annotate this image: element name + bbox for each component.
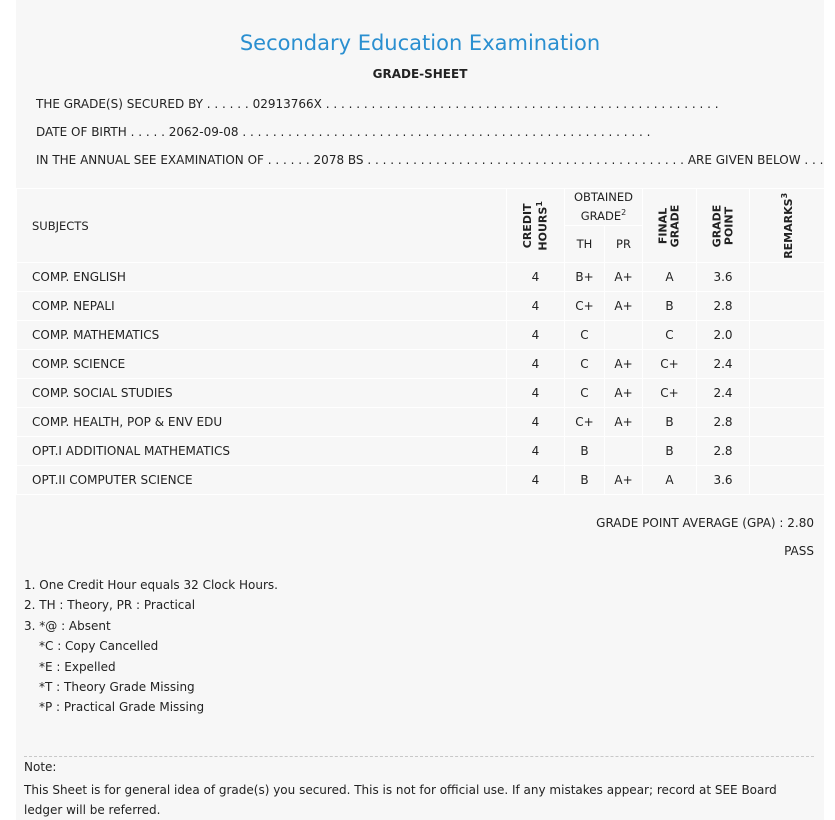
header-credit-hours: CREDIT HOURS$^1$ [507, 189, 565, 263]
credit-cell: 4 [507, 350, 565, 379]
grade-point-cell: 3.6 [697, 263, 750, 292]
page-title: Secondary Education Examination [239, 31, 601, 55]
header-final-grade: FINAL GRADE [643, 189, 697, 263]
table-row [17, 292, 825, 321]
header-grade-point: GRADE POINT [697, 189, 750, 263]
gpa-text: GRADE POINT AVERAGE (GPA) : 2.80 [596, 516, 814, 530]
final-grade-cell: B [643, 437, 697, 466]
grade-point-cell: 2.8 [697, 437, 750, 466]
page-subtitle: GRADE-SHEET [372, 67, 468, 81]
th-grade-cell: C [565, 379, 605, 408]
credit-cell: 4 [507, 321, 565, 350]
final-grade-cell: B [643, 408, 697, 437]
grade-sheet [16, 0, 824, 820]
subject-cell: OPT.II COMPUTER SCIENCE [17, 466, 507, 495]
dob-value: 2062-09-08 [168, 125, 239, 139]
header-th: TH [565, 226, 605, 263]
credit-cell: 4 [507, 408, 565, 437]
remarks-cell [750, 263, 825, 292]
final-grade-cell: A [643, 263, 697, 292]
remarks-cell [750, 321, 825, 350]
remarks-cell [750, 466, 825, 495]
th-grade-cell: C [565, 321, 605, 350]
remarks-cell [750, 292, 825, 321]
remarks-cell [750, 350, 825, 379]
final-grade-cell: C [643, 321, 697, 350]
info-line-exam [36, 153, 823, 167]
th-grade-cell: C+ [565, 408, 605, 437]
credit-cell: 4 [507, 379, 565, 408]
grade-point-cell: 2.8 [697, 292, 750, 321]
grade-point-cell: 2.8 [697, 408, 750, 437]
subject-cell: OPT.I ADDITIONAL MATHEMATICS [17, 437, 507, 466]
pr-grade-cell: A+ [605, 379, 643, 408]
credit-cell: 4 [507, 292, 565, 321]
subject-cell: COMP. NEPALI [17, 292, 507, 321]
pr-grade-cell: A+ [605, 263, 643, 292]
exam-label: IN THE ANNUAL SEE EXAMINATION OF . . . . . . [36, 153, 310, 167]
credit-cell: 4 [507, 437, 565, 466]
subject-cell: COMP. HEALTH, POP & ENV EDU [17, 408, 507, 437]
th-grade-cell: B+ [565, 263, 605, 292]
table-row [17, 321, 825, 350]
symbol-number: 02913766X [252, 97, 322, 111]
dob-label: DATE OF BIRTH . . . . . [36, 125, 165, 139]
dob-dots: . . . . . . . . . . . . . . . . . . . . . . . . . . . . . . . . . . . . . . . . . . . . . . . . . . . . . . [242, 125, 651, 139]
credit-cell: 4 [507, 263, 565, 292]
table-row [17, 408, 825, 437]
final-grade-cell: C+ [643, 350, 697, 379]
table-row [17, 263, 825, 292]
footnote: *T : Theory Grade Missing [39, 680, 195, 695]
credit-cell: 4 [507, 466, 565, 495]
secured-by-dots: . . . . . . . . . . . . . . . . . . . . . . . . . . . . . . . . . . . . . . . . . . . . . . . . . . . . [325, 97, 719, 111]
footnotes [24, 575, 278, 718]
header-pr: PR [605, 226, 643, 263]
remarks-cell [750, 408, 825, 437]
footnote: *C : Copy Cancelled [39, 639, 159, 654]
table-row [17, 379, 825, 408]
footnote: 3. *@ : Absent [24, 618, 111, 633]
subject-cell: COMP. SCIENCE [17, 350, 507, 379]
info-line-dob [36, 125, 651, 139]
grade-point-cell: 2.4 [697, 350, 750, 379]
result-text: PASS [784, 544, 814, 558]
footnote: 2. TH : Theory, PR : Practical [24, 598, 196, 613]
th-grade-cell: B [565, 466, 605, 495]
subject-cell: COMP. SOCIAL STUDIES [17, 379, 507, 408]
table-row [17, 350, 825, 379]
remarks-cell [750, 437, 825, 466]
final-grade-cell: B [643, 292, 697, 321]
th-grade-cell: C+ [565, 292, 605, 321]
footnote: 1. One Credit Hour equals 32 Clock Hours. [24, 578, 278, 592]
pr-grade-cell: A+ [605, 292, 643, 321]
header-subjects: SUBJECTS [17, 189, 507, 263]
grade-point-cell: 2.0 [697, 321, 750, 350]
header-remarks: REMARKS$^3$ [750, 189, 825, 263]
final-grade-cell: A [643, 466, 697, 495]
pr-grade-cell [605, 437, 643, 466]
footnote: *P : Practical Grade Missing [39, 700, 205, 715]
subject-cell: COMP. MATHEMATICS [17, 321, 507, 350]
pr-grade-cell: A+ [605, 350, 643, 379]
exam-year: 2078 BS [313, 153, 364, 167]
table-row [17, 437, 825, 466]
grade-point-cell: 3.6 [697, 466, 750, 495]
exam-end: ARE GIVEN BELOW . . . [687, 153, 824, 167]
divider [24, 756, 814, 757]
grade-table [16, 188, 824, 495]
final-grade-cell: C+ [643, 379, 697, 408]
subject-cell: COMP. ENGLISH [17, 263, 507, 292]
pr-grade-cell [605, 321, 643, 350]
pr-grade-cell: A+ [605, 466, 643, 495]
grade-point-cell: 2.4 [697, 379, 750, 408]
table-row [17, 466, 825, 495]
th-grade-cell: C [565, 350, 605, 379]
secured-by-label: THE GRADE(S) SECURED BY . . . . . . [36, 97, 249, 111]
header-obtained-grade: OBTAINED GRADE$^2$ [565, 189, 643, 226]
footnote: *E : Expelled [39, 659, 116, 674]
th-grade-cell: B [565, 437, 605, 466]
exam-dots: . . . . . . . . . . . . . . . . . . . . . . . . . . . . . . . . . . . . . . . . . . [367, 153, 684, 167]
info-line-secured-by [36, 97, 719, 111]
remarks-cell [750, 379, 825, 408]
pr-grade-cell: A+ [605, 408, 643, 437]
note-title: Note: [24, 760, 57, 774]
note-text: This Sheet is for general idea of grade(s) you secured. This is not for official use. If any mistakes appear; record at SEE Board ledger will be referred. [24, 783, 777, 817]
